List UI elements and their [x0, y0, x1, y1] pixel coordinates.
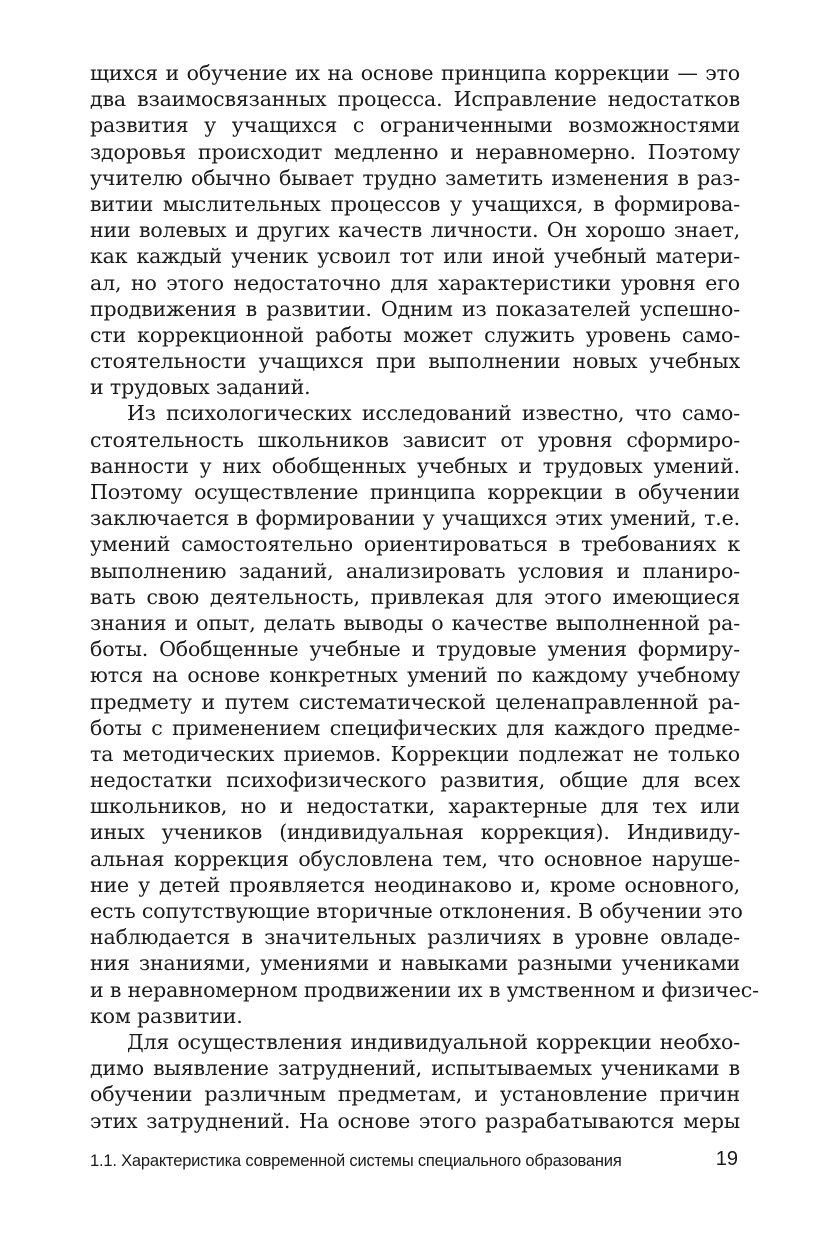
text-line: щихся и обучение их на основе принципа коррекции — это	[90, 61, 740, 85]
text-line: учителю обычно бывает трудно заметить изменения в раз-	[90, 165, 740, 190]
text-line: ние у детей проявляется неодинаково и, кроме основного,	[90, 872, 740, 897]
text-line: умений самостоятельно ориентироваться в требованиях к	[90, 532, 740, 557]
page-number: 19	[715, 1148, 738, 1170]
text-line: стоятельность школьников зависит от уровня сформиро-	[90, 427, 740, 452]
text-line: как каждый ученик усвоил тот или иной учебный матери-	[90, 244, 740, 269]
text-line: Для осуществления индивидуальной коррекции необхо-	[127, 1029, 740, 1054]
paragraph-1	[90, 60, 740, 400]
text-line: ал, но этого недостаточно для характеристики уровня его	[90, 270, 740, 295]
text-line: недостатки психофизического развития, общие для всех	[90, 768, 740, 793]
text-line: заключается в формировании у учащихся этих умений, т.е.	[90, 506, 740, 531]
text-line: Из психологических исследований известно, что само-	[127, 401, 740, 426]
text-line: ком развитии.	[90, 1003, 243, 1028]
paragraph-2	[90, 400, 759, 1029]
text-line: Поэтому осуществление принципа коррекции в обучении	[90, 480, 740, 504]
text-line: боты с применением специфических для каждого предме-	[90, 715, 740, 740]
page-body-text	[90, 60, 759, 1134]
text-line: наблюдается в значительных различиях в уровне овладе-	[90, 925, 740, 950]
text-line: продвижения в развитии. Одним из показателей успешно-	[90, 296, 740, 321]
text-line: два взаимосвязанных процесса. Исправление недостатков	[90, 87, 740, 112]
text-line: обучении различным предметам, и установление причин	[90, 1082, 740, 1107]
text-line: ются на основе конкретных умений по каждому учебному	[90, 663, 740, 688]
text-line: стоятельности учащихся при выполнении новых учебных	[90, 349, 740, 374]
text-line: выполнению заданий, анализировать условия и планиро-	[90, 558, 740, 583]
text-line: ния знаниями, умениями и навыками разными учениками	[90, 951, 740, 976]
text-line: есть сопутствующие вторичные отклонения. В обучении это	[90, 899, 743, 923]
text-line: альная коррекция обусловлена тем, что основное наруше-	[90, 846, 740, 871]
text-line: здоровья происходит медленно и неравномерно. Поэтому	[90, 139, 740, 164]
text-line: боты. Обобщенные учебные и трудовые умения формиру-	[90, 637, 740, 662]
text-line: школьников, но и недостатки, характерные для тех или	[90, 794, 740, 819]
text-line: и в неравномерном продвижении их в умственном и физичес-	[90, 977, 759, 1002]
text-line: предмету и путем систематической целенаправленной ра-	[90, 689, 740, 714]
text-line: этих затруднений. На основе этого разрабатываются меры	[90, 1108, 740, 1133]
text-line: димо выявление затруднений, испытываемых учениками в	[90, 1056, 740, 1081]
text-line: нии волевых и других качеств личности. Он хорошо знает,	[90, 218, 740, 243]
page-footer	[90, 1148, 740, 1178]
text-line: сти коррекционной работы может служить уровень само-	[90, 322, 740, 347]
text-line: знания и опыт, делать выводы о качестве выполненной ра-	[90, 610, 740, 635]
text-line: витии мыслительных процессов у учащихся, в формирова-	[90, 191, 740, 216]
paragraph-3	[90, 1029, 740, 1134]
text-line: иных учеников (индивидуальная коррекция). Индивиду-	[90, 820, 740, 845]
text-line: та методических приемов. Коррекции подлежат не только	[90, 741, 740, 766]
text-line: и трудовых заданий.	[90, 375, 311, 400]
running-head: 1.1. Характеристика современной системы специального образования	[90, 1152, 622, 1170]
text-line: вать свою деятельность, привлекая для этого имеющиеся	[90, 584, 740, 609]
text-line: развития у учащихся с ограниченными возможностями	[90, 113, 740, 138]
text-line: ванности у них обобщенных учебных и трудовых умений.	[90, 453, 740, 478]
